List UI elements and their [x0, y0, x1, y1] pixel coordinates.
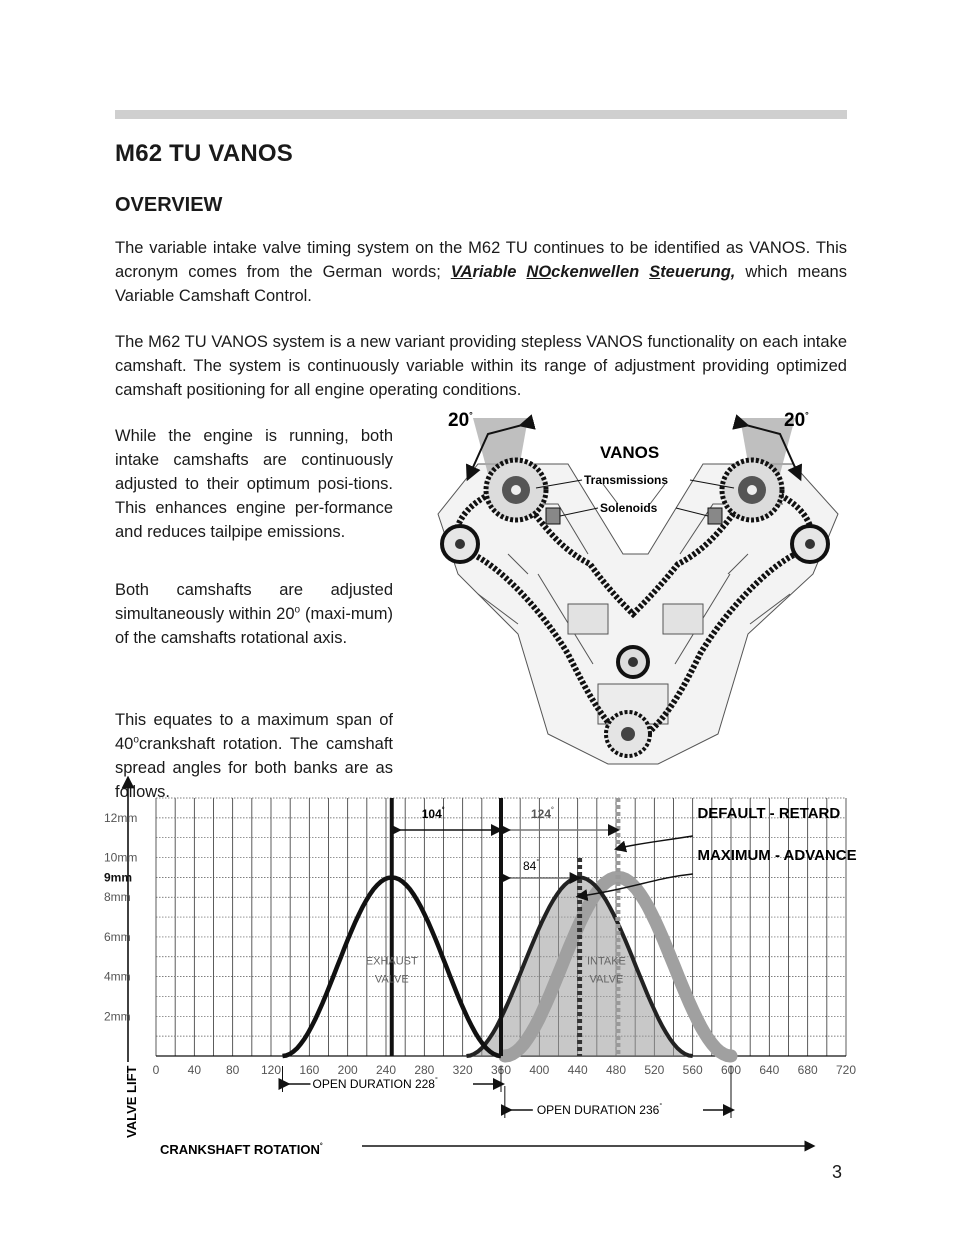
- x-tick-label: 440: [567, 1063, 588, 1077]
- x-tick-label: 240: [375, 1063, 397, 1077]
- engine-vanos-figure: [418, 404, 850, 772]
- x-tick-label: 360: [490, 1063, 512, 1077]
- side-paragraph-1: While the engine is running, both intake camshafts are continuously adjusted to their optimum posi-tions. This enhances engine per-formance and reduces tailpipe emissions.: [115, 427, 393, 541]
- spread-124-label: 124°: [531, 807, 554, 821]
- x-tick-label: 400: [529, 1063, 550, 1077]
- x-tick-label: 120: [260, 1063, 282, 1077]
- maximum-advance-label: MAXIMUM - ADVANCE: [697, 847, 857, 864]
- page-number: 3: [832, 1162, 843, 1182]
- y-tick-label: 9mm: [104, 870, 133, 885]
- x-tick-label: 680: [797, 1063, 818, 1077]
- top-rule: [115, 110, 847, 119]
- y-tick-label: 6mm: [104, 929, 131, 944]
- angle-label-right: 20°: [784, 410, 809, 431]
- x-tick-label: 560: [682, 1063, 703, 1077]
- x-tick-label: 640: [759, 1063, 780, 1077]
- section-title: OVERVIEW: [115, 194, 223, 216]
- right-cam-sprocket: [722, 460, 782, 520]
- x-tick-label: 0: [152, 1063, 160, 1077]
- x-tick-label: 200: [337, 1063, 358, 1077]
- side-paragraph-3: This equates to a maximum span of 40$^o$crankshaft rotation. The camshaft spread angles for both banks are as follows.: [115, 711, 393, 801]
- y-axis: [104, 782, 137, 1062]
- x-axis-ticks: [153, 1063, 857, 1077]
- variant-paragraph: The M62 TU VANOS system is a new variant providing stepless VANOS functionality on each intake camshaft. The system is continuously variable within its range of adjustment providing optimized camshaft positioning for all engine operating conditions.: [115, 333, 847, 399]
- left-cam-sprocket: [486, 460, 546, 520]
- acronym-vanos: VAriable NOckenwellen Steuerung,: [450, 263, 736, 281]
- label-vanos: VANOS: [600, 443, 660, 462]
- valve-lift-chart: [100, 776, 860, 1162]
- angle-label-left: 20°: [448, 410, 473, 431]
- intro-paragraph: The variable intake valve timing system on the M62 TU continues to be identified as VANOS. This acronym comes from the German words; VAriable NOckenwellen Steuerung, which means Variable Camshaft Control.: [115, 239, 847, 305]
- chart-curves: [283, 798, 732, 1056]
- x-axis-title: CRANKSHAFT ROTATION°: [160, 1142, 323, 1157]
- open-duration-228-label: OPEN DURATION 228°: [312, 1077, 438, 1091]
- x-tick-label: 280: [414, 1063, 435, 1077]
- default-retard-label: DEFAULT - RETARD: [697, 805, 841, 822]
- intake-valve-label: VALVE: [589, 973, 624, 986]
- x-tick-label: 80: [225, 1063, 240, 1077]
- right-idler: [792, 526, 828, 562]
- spread-84-label: 84°: [523, 859, 540, 873]
- x-tick-label: 600: [720, 1063, 742, 1077]
- y-axis-title: VALVE LIFT: [124, 1065, 139, 1138]
- left-idler: [442, 526, 478, 562]
- x-tick-label: 720: [835, 1063, 857, 1077]
- y-tick-label: 2mm: [104, 1009, 131, 1024]
- page-title: M62 TU VANOS: [115, 140, 293, 167]
- y-tick-label: 8mm: [104, 890, 131, 905]
- exhaust-label: EXHAUST: [365, 955, 418, 968]
- x-tick-label: 320: [452, 1063, 473, 1077]
- spread-104-label: 104°: [421, 807, 445, 821]
- lower-pulley: [606, 712, 650, 756]
- exhaust-valve-label: VALVE: [374, 973, 409, 986]
- side-paragraph-2: Both camshafts are adjusted simultaneously within 20$^o$ (maxi-mum) of the camshafts rotational axis.: [115, 581, 394, 647]
- label-transmissions: Transmissions: [584, 473, 669, 487]
- y-tick-label: 12mm: [104, 810, 138, 825]
- open-duration-236-label: OPEN DURATION 236°: [536, 1103, 663, 1117]
- x-tick-label: 40: [187, 1063, 202, 1077]
- intake-label: INTAKE: [586, 955, 626, 968]
- y-tick-label: 4mm: [104, 969, 131, 984]
- x-tick-label: 160: [299, 1063, 320, 1077]
- label-solenoids: Solenoids: [600, 501, 658, 515]
- y-tick-label: 10mm: [104, 850, 138, 865]
- x-tick-label: 520: [644, 1063, 665, 1077]
- x-tick-label: 480: [605, 1063, 627, 1077]
- crank-sprocket: [618, 647, 648, 677]
